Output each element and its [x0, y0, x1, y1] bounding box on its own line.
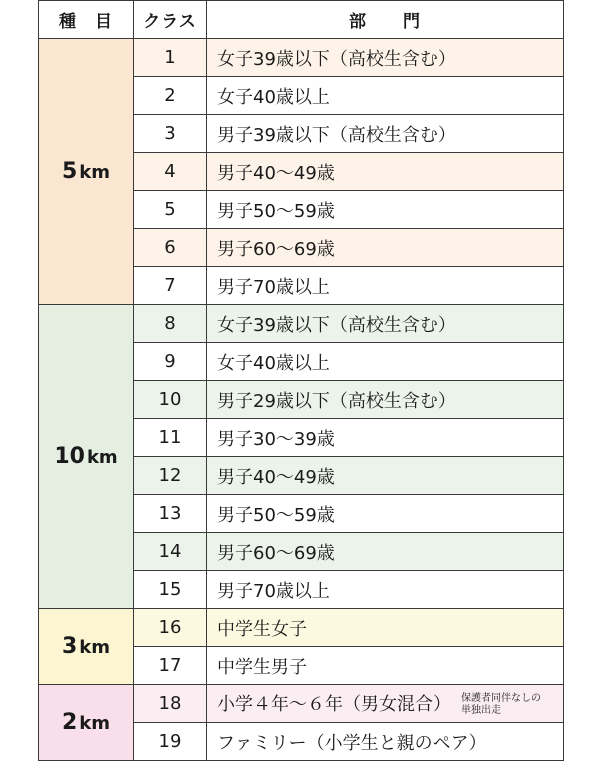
class-number: 9 [134, 343, 207, 381]
distance-unit: km [79, 162, 111, 183]
distance-unit: km [86, 447, 118, 468]
table-row [39, 609, 564, 647]
class-number: 19 [134, 723, 207, 761]
division-label: 男子70歳以上 [207, 571, 564, 609]
distance-unit: km [79, 637, 111, 658]
class-number: 11 [134, 419, 207, 457]
distance-value: 5 [61, 159, 78, 184]
division-label: 女子39歳以下（高校生含む） [207, 39, 564, 77]
class-number: 8 [134, 305, 207, 343]
division-label: 女子39歳以下（高校生含む） [207, 305, 564, 343]
header-class: クラス [134, 1, 207, 39]
division-label: 男子39歳以下（高校生含む） [207, 115, 564, 153]
division-label: 男子60～69歳 [207, 229, 564, 267]
distance-value: 10 [54, 444, 85, 469]
division-label: 中学生女子 [207, 609, 564, 647]
division-label: 女子40歳以上 [207, 77, 564, 115]
division-label: 男子40～49歳 [207, 457, 564, 495]
class-number: 4 [134, 153, 207, 191]
category-10km [39, 305, 134, 609]
division-label: 女子40歳以上 [207, 343, 564, 381]
category-2km [39, 685, 134, 761]
class-number: 6 [134, 229, 207, 267]
header-division: 部 門 [207, 1, 564, 39]
class-number: 1 [134, 39, 207, 77]
division-label: 男子50～59歳 [207, 191, 564, 229]
distance-unit: km [79, 713, 111, 734]
class-number: 17 [134, 647, 207, 685]
division-label: 男子70歳以上 [207, 267, 564, 305]
division-label: 男子30～39歳 [207, 419, 564, 457]
category-5km [39, 39, 134, 305]
class-number: 5 [134, 191, 207, 229]
distance-value: 3 [61, 634, 78, 659]
class-number: 2 [134, 77, 207, 115]
guardian-note: 保護者同伴なしの単独出走 [461, 693, 541, 716]
division-label: 中学生男子 [207, 647, 564, 685]
class-number: 10 [134, 381, 207, 419]
class-number: 16 [134, 609, 207, 647]
table-row [39, 39, 564, 77]
table-row [39, 305, 564, 343]
division-label-text: 小学４年～６年（男女混合） [217, 694, 451, 715]
division-label: ファミリー（小学生と親のペア） [207, 723, 564, 761]
class-number: 14 [134, 533, 207, 571]
category-3km [39, 609, 134, 685]
race-category-table [38, 0, 564, 761]
division-label: 男子50～59歳 [207, 495, 564, 533]
class-number: 13 [134, 495, 207, 533]
class-number: 3 [134, 115, 207, 153]
division-label: 男子29歳以下（高校生含む） [207, 381, 564, 419]
division-label [207, 685, 564, 723]
class-number: 15 [134, 571, 207, 609]
table-header-row [39, 1, 564, 39]
header-category: 種 目 [39, 1, 134, 39]
distance-value: 2 [61, 710, 78, 735]
table-row [39, 685, 564, 723]
class-number: 18 [134, 685, 207, 723]
class-number: 12 [134, 457, 207, 495]
division-label: 男子40～49歳 [207, 153, 564, 191]
class-number: 7 [134, 267, 207, 305]
division-label: 男子60～69歳 [207, 533, 564, 571]
